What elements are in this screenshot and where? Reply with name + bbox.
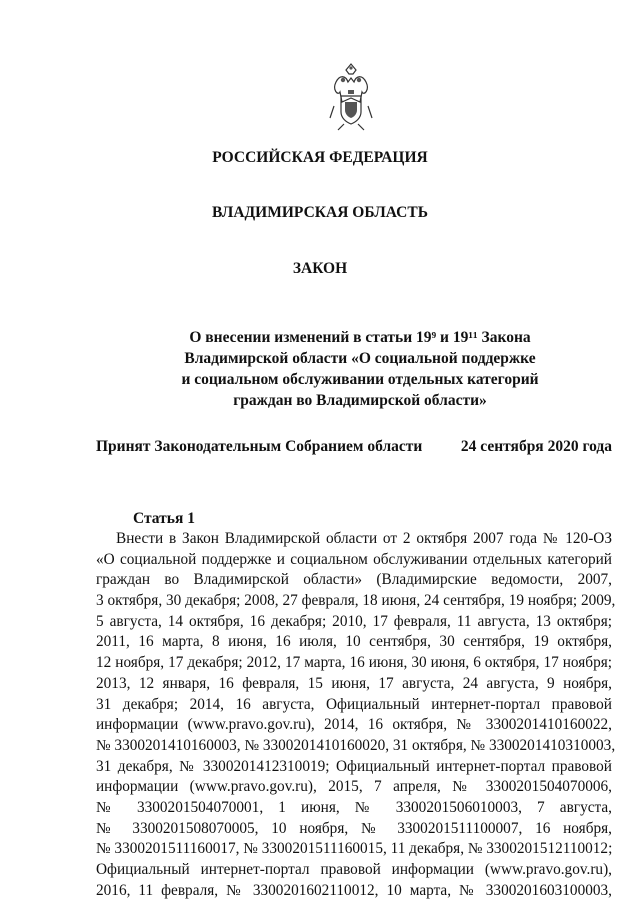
body-line: № 3300201508070005, 10 ноября, № 3300201511100007, 16 ноября,: [96, 819, 612, 837]
body-line: 5 августа, 14 октября, 16 декабря; 2010, 17 февраля, 11 августа, 13 октября;: [96, 612, 612, 630]
body-line: Внести в Закон Владимирской области от 2 октября 2007 года № 120-ОЗ: [116, 530, 612, 547]
body-line: Официальный интернет-портал правовой информации (www.pravo.gov.ru),: [96, 861, 612, 878]
body-line: «О социальной поддержке и социальном обслуживании отдельных категорий: [96, 550, 612, 568]
body-line: 31 декабря, № 3300201412310019; Официальный интернет-портал правовой: [96, 757, 612, 775]
country-heading: РОССИЙСКАЯ ФЕДЕРАЦИЯ: [212, 149, 428, 166]
body-line: граждан во Владимирской области» (Владимирские ведомости, 2007,: [96, 571, 612, 589]
body-line: 2013, 12 января, 16 февраля, 15 июня, 17 августа, 24 августа, 9 ноября,: [96, 674, 612, 692]
law-title-line: граждан во Владимирской области»: [233, 392, 487, 409]
adoption-date: 24 сентября 2020 года: [460, 438, 612, 455]
body-line: 3 октября, 30 декабря; 2008, 27 февраля, 18 июня, 24 сентября, 19 ноября; 2009,: [96, 592, 616, 610]
article-body: [96, 529, 616, 901]
law-title: [100, 327, 620, 411]
body-line: № 3300201410160003, № 3300201410160020, 31 октября, № 3300201410310003,: [96, 736, 616, 754]
body-line: 31 декабря; 2014, 16 августа, Официальный интернет-портал правовой: [96, 695, 612, 713]
law-title-line: О внесении изменений в статьи 19⁹ и 19¹¹ Закона: [189, 329, 531, 346]
article-heading: Статья 1: [133, 510, 195, 527]
body-line: информации (www.pravo.gov.ru), 2014, 16 октября, № 3300201410160022,: [96, 716, 612, 734]
coat-of-arms-emblem: [326, 62, 376, 132]
doc-type-heading: ЗАКОН: [292, 260, 348, 277]
body-line: № 3300201504070001, 1 июня, № 3300201506010003, 7 августа,: [96, 798, 612, 816]
body-line: информации (www.pravo.gov.ru), 2015, 7 апреля, № 3300201504070006,: [96, 778, 612, 796]
law-title-line: Владимирской области «О социальной поддержке: [184, 350, 536, 367]
law-title-line: и социальном обслуживании отдельных категорий: [181, 371, 539, 388]
body-line: 2016, 11 февраля, № 3300201602110012, 10 марта, № 3300201603100003,: [96, 881, 612, 899]
body-line: № 3300201511160017, № 3300201511160015, 11 декабря, № 3300201512110012;: [96, 840, 613, 858]
body-line: 2011, 16 марта, 8 июня, 16 июля, 10 сентября, 30 сентября, 19 октября,: [96, 633, 612, 651]
adopted-by: Принят Законодательным Собранием области: [96, 438, 423, 455]
body-line: 12 ноября, 17 декабря; 2012, 17 марта, 16 июня, 30 июня, 6 октября, 17 ноября;: [96, 654, 612, 672]
region-heading: ВЛАДИМИРСКАЯ ОБЛАСТЬ: [212, 204, 428, 221]
